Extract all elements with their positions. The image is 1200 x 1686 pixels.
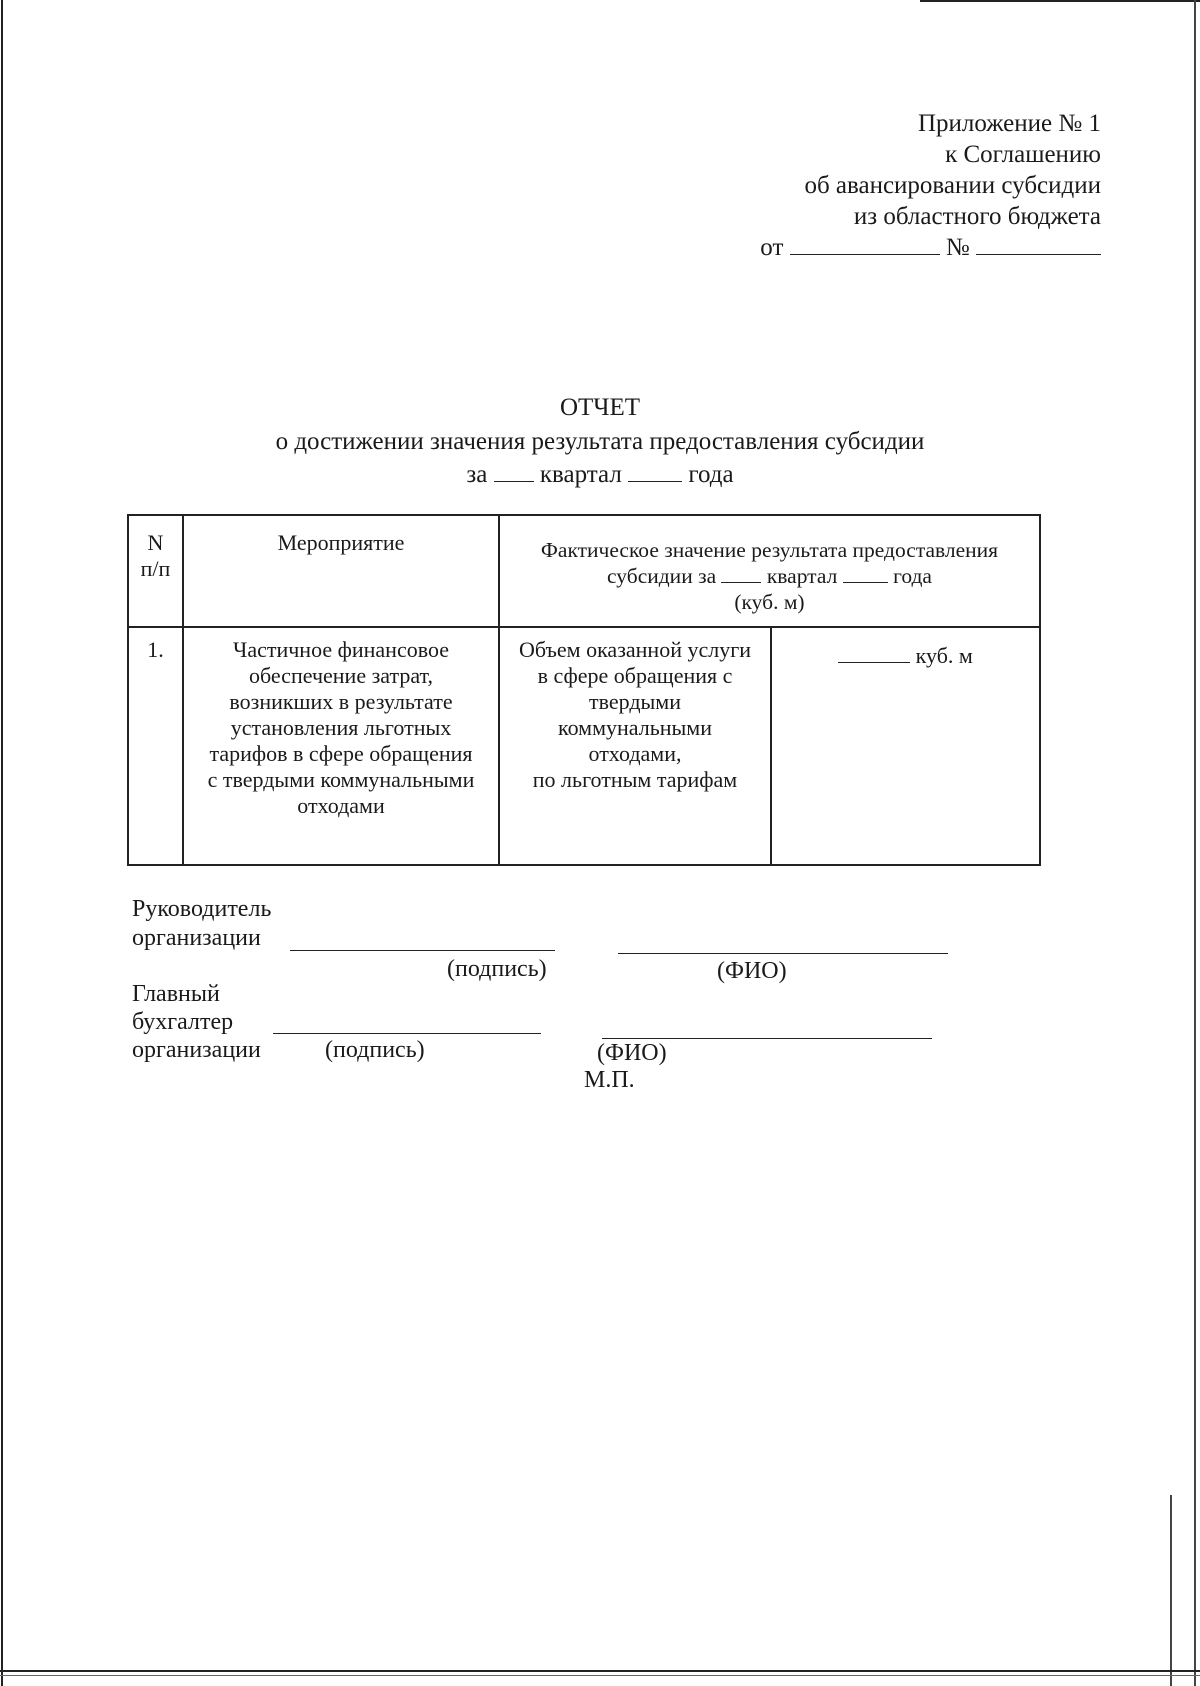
appendix-number: Приложение № 1 (917, 110, 1101, 137)
row-1-number: 1. (147, 637, 164, 662)
header-actual-value (500, 537, 1039, 615)
accountant-label-line2: бухгалтер (132, 1009, 234, 1035)
scan-edge-right (1194, 0, 1196, 1686)
report-subtitle-text: о достижении значения результата предоставления субсидии (275, 428, 925, 455)
header-quarter-blank (721, 564, 761, 583)
report-subtitle (0, 426, 1200, 458)
header-row-divider (127, 626, 1041, 628)
report-title-text: ОТЧЕТ (559, 394, 641, 421)
period-for-label: за (466, 461, 488, 488)
year-blank (628, 459, 682, 482)
appendix-budget: из областного бюджета (853, 203, 1101, 230)
number-label: № (945, 234, 970, 261)
accountant-signature-line (273, 1033, 541, 1034)
period-year-label: года (688, 461, 734, 488)
header-event (184, 530, 498, 556)
appendix-date-number (760, 232, 1101, 263)
table-right-border (1039, 514, 1041, 866)
head-name-line (618, 953, 948, 954)
accountant-signature-caption: (подпись) (325, 1037, 425, 1063)
header-number-line1: N (147, 530, 164, 555)
appendix-subject: об авансировании субсидии (804, 172, 1101, 199)
value-unit: куб. м (915, 643, 973, 668)
scan-edge-bottom-inner (0, 1675, 1200, 1676)
head-name-caption: (ФИО) (717, 958, 787, 984)
report-period (0, 459, 1200, 491)
table-top-border (127, 514, 1041, 516)
header-event-text: Мероприятие (277, 530, 405, 555)
appendix-header (760, 108, 1101, 263)
scan-edge-bottom (0, 1670, 1200, 1672)
date-blank (790, 232, 940, 255)
from-label: от (760, 234, 784, 261)
accountant-label-line3: организации (132, 1037, 261, 1063)
scan-edge-left (1, 0, 3, 1686)
number-blank (976, 232, 1101, 255)
accountant-name-caption: (ФИО) (597, 1040, 667, 1066)
scan-edge-top (920, 0, 1200, 2)
period-quarter-label: квартал (539, 461, 622, 488)
table-bottom-border (127, 864, 1041, 866)
report-title (0, 392, 1200, 424)
header-actual-line3: (куб. м) (734, 590, 805, 614)
value-blank (838, 644, 910, 663)
head-signature-caption: (подпись) (447, 956, 547, 982)
appendix-agreement: к Соглашению (945, 141, 1101, 168)
header-number-line2: п/п (140, 556, 171, 581)
head-label-line2: организации (132, 925, 261, 951)
header-number (129, 530, 182, 582)
row-1-indicator: Объем оказанной услуги в сфере обращения с твердыми коммунальными отходами, по льготным тарифам (518, 637, 752, 792)
accountant-label-line1: Главный (132, 981, 220, 1007)
row-1-event: Частичное финансовое обеспечение затрат, возникших в результате установления льготных тарифов в сфере обращения с твердыми коммунальными отходами (207, 637, 475, 818)
header-actual-line1: Фактическое значение результата предоставления (540, 538, 999, 562)
seal-placeholder: М.П. (584, 1067, 635, 1093)
header-actual-line2: субсидии за квартал года (607, 564, 932, 588)
head-signature-line (290, 950, 555, 951)
head-label-line1: Руководитель (132, 896, 272, 922)
scan-edge-right-inner (1170, 1495, 1172, 1686)
quarter-blank (494, 459, 534, 482)
row-1-value (772, 643, 1039, 669)
header-year-blank (843, 564, 888, 583)
